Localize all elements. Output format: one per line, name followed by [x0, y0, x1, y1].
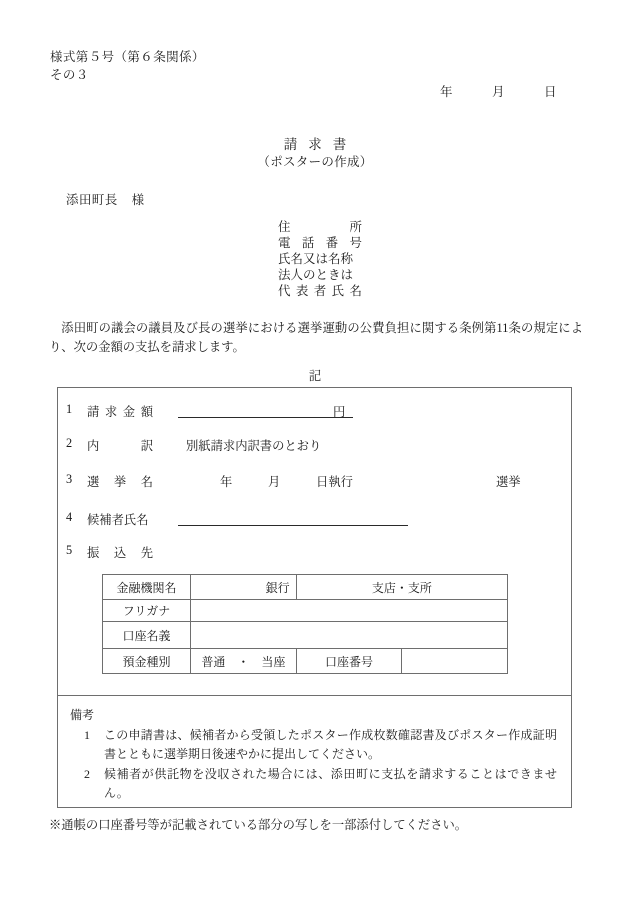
- breakdown-value: 別紙請求内訳書のとおり: [186, 439, 322, 453]
- item-number-4: 4: [66, 510, 73, 524]
- date-day-label: 日: [544, 85, 557, 99]
- cell-account-number-value[interactable]: [402, 649, 508, 674]
- page-subtitle: （ポスターの作成）: [257, 155, 373, 169]
- addressee-honorific: 様: [131, 193, 145, 207]
- remarks-section: [58, 696, 571, 803]
- election-day-exec-label: 日執行: [316, 475, 353, 489]
- addressee: [66, 190, 145, 208]
- election-suffix-label: 選挙: [496, 475, 521, 489]
- item-label-transfer: 振込先: [87, 546, 153, 560]
- item-label-election: 選挙名: [87, 475, 153, 489]
- date-year-label: 年: [440, 85, 453, 99]
- election-month-label: 月: [268, 475, 281, 489]
- remark-number-2: 2: [84, 767, 90, 781]
- amount-input-line[interactable]: [178, 417, 353, 418]
- cell-institution-value[interactable]: 銀行: [191, 575, 297, 600]
- sender-address-row: [278, 219, 362, 235]
- date-month-label: 月: [492, 85, 505, 99]
- cell-deposit-type-options[interactable]: 普通 ・ 当座: [191, 649, 297, 674]
- sender-phone-row: [278, 235, 362, 251]
- item-number-1: 1: [66, 402, 73, 416]
- item-label-breakdown: 内訳: [87, 439, 153, 453]
- sender-representative-row: [278, 283, 362, 299]
- remarks-title: 備考: [70, 708, 95, 722]
- sender-block: [278, 219, 362, 299]
- main-content-box: [57, 387, 572, 808]
- page-title: 請求書: [283, 137, 358, 152]
- item-number-5: 5: [66, 543, 73, 557]
- candidate-name-input-line[interactable]: [178, 525, 408, 526]
- cell-account-number-label: 口座番号: [296, 649, 402, 674]
- sender-corporate-label: 法人のときは: [278, 268, 354, 282]
- sender-representative-label: 代表者氏名: [278, 284, 362, 298]
- cell-institution-label: 金融機関名: [103, 575, 191, 600]
- item-label-candidate: 候補者氏名: [87, 513, 149, 527]
- cell-branch-value[interactable]: 支店・支所: [296, 575, 507, 600]
- sender-address-label: 住所: [278, 220, 362, 234]
- form-subnumber: その３: [50, 68, 89, 82]
- table-row-furigana: [103, 600, 508, 622]
- footnote: ※通帳の口座番号等が記載されている部分の写しを一部添付してください。: [49, 818, 468, 832]
- cell-deposit-type-label: 預金種別: [103, 649, 191, 674]
- remark-text-2: 候補者が供託物を没収された場合には、添田町に支払を請求することはできません。: [104, 767, 557, 800]
- sender-corporate-row: [278, 267, 362, 283]
- table-row-institution: [103, 575, 508, 600]
- cell-account-name-value[interactable]: [191, 622, 508, 649]
- sender-name-row: [278, 251, 362, 267]
- bank-details-table: [102, 574, 508, 674]
- body-paragraph: 添田町の議会の議員及び長の選挙における選挙運動の公費負担に関する条例第11条の規定により、次の金額の支払を請求します。: [49, 321, 583, 354]
- cell-furigana-value[interactable]: [191, 600, 508, 622]
- amount-unit-label: 円: [333, 405, 346, 419]
- form-number: 様式第５号（第６条関係）: [50, 50, 205, 64]
- remark-number-1: 1: [84, 728, 90, 742]
- date-line: [440, 82, 590, 100]
- items-area: [58, 388, 571, 696]
- remark-text-1: この申請書は、候補者から受領したポスター作成枚数確認書及びポスター作成証明書とともに選挙期日後速やかに提出してください。: [104, 728, 557, 761]
- remark-item-2: [70, 765, 557, 803]
- table-row-deposit: [103, 649, 508, 674]
- table-row-account-name: [103, 622, 508, 649]
- item-number-2: 2: [66, 436, 73, 450]
- addressee-name: 添田町長: [66, 193, 118, 207]
- sender-name-label: 氏名又は名称: [278, 252, 354, 266]
- item-number-3: 3: [66, 472, 73, 486]
- election-date-group[interactable]: [220, 472, 353, 490]
- ki-marker: 記: [308, 369, 322, 383]
- remark-item-1: [70, 726, 557, 764]
- item-label-amount: 請求金額: [87, 405, 153, 419]
- election-year-label: 年: [220, 475, 233, 489]
- sender-phone-label: 電話番号: [278, 236, 362, 250]
- cell-furigana-label: フリガナ: [103, 600, 191, 622]
- cell-account-name-label: 口座名義: [103, 622, 191, 649]
